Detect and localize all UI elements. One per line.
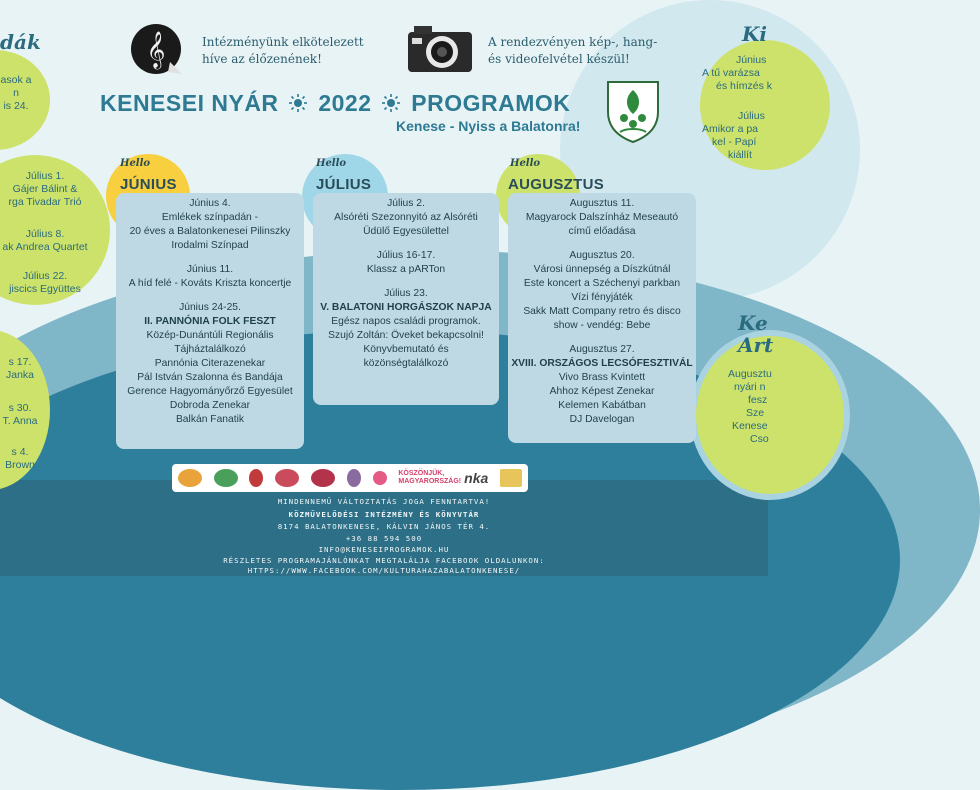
sun-icon xyxy=(382,91,400,109)
event-date: Június 24-25. xyxy=(179,302,241,313)
event-line: Ahhoz Képest Zenekar xyxy=(549,386,655,397)
sponsor-nka: nka xyxy=(464,470,489,486)
event-line: Közép-Dunántúli Regionális xyxy=(146,330,274,341)
event-date: Június 4. xyxy=(189,198,231,209)
month-title-july: JÚLIUS xyxy=(316,176,372,193)
event-line: Irodalmi Színpad xyxy=(171,240,249,251)
page-subtitle: Kenese - Nyiss a Balatonra! xyxy=(396,118,581,134)
left-heading: dák xyxy=(0,30,41,54)
sun-icon xyxy=(289,91,307,109)
left-item-4: Július 22. jiscics Együttes xyxy=(9,270,81,295)
event-block xyxy=(118,301,302,427)
event-block xyxy=(510,343,694,427)
event-line: Magyarock Dalszínház Meseautó xyxy=(525,212,679,223)
footer-address: 8174 BALATONKENESE, KÁLVIN JÁNOS TÉR 4. xyxy=(277,522,491,531)
event-line: Klassz a pARTon xyxy=(366,264,446,275)
event-line: Szujó Zoltán: Öveket bekapcsolni! xyxy=(328,330,484,341)
svg-text:𝄞: 𝄞 xyxy=(146,30,166,68)
event-line: Vízi fényjáték xyxy=(571,292,633,303)
event-line: Este koncert a Széchenyi parkban xyxy=(523,278,681,289)
sponsor-logo-3 xyxy=(249,469,263,487)
sponsor-thanks: KÖSZÖNJÜK, MAGYARORSZÁG! xyxy=(398,470,462,485)
event-line: DJ Davelogan xyxy=(569,414,635,425)
event-line: XVIII. ORSZÁGOS LECSÓFESZTIVÁL xyxy=(511,358,693,369)
event-line: Emlékek színpadán - xyxy=(161,212,259,223)
event-line: Pál István Szalonna és Bandája xyxy=(137,372,283,383)
sponsor-logo-4 xyxy=(275,469,299,487)
event-line: Kelemen Kabátban xyxy=(558,400,646,411)
right-heading-bottom: Ke Art xyxy=(738,311,774,357)
event-line: Könyvbemutató és xyxy=(363,344,449,355)
event-block xyxy=(118,197,302,253)
event-block xyxy=(510,197,694,239)
footer-facebook-note: RÉSZLETES PROGRAMAJÁNLÓNKAT MEGTALÁLJA FACEBOOK OLDALUNKON: xyxy=(223,556,545,565)
event-line: Sakk Matt Company retro és disco xyxy=(523,306,681,317)
month-title-august: AUGUSZTUS xyxy=(508,176,605,193)
event-date: Augusztus 27. xyxy=(569,344,635,355)
footer-email: INFO@KENESEIPROGRAMOK.HU xyxy=(318,545,450,554)
footer-phone: +36 88 594 500 xyxy=(345,534,423,543)
event-line: Tájháztalálkozó xyxy=(174,344,246,355)
hello-july: Hello xyxy=(316,158,347,169)
event-line: V. BALATONI HORGÁSZOK NAPJA xyxy=(320,302,492,313)
event-line: című előadása xyxy=(568,226,636,237)
music-note-sticker-icon xyxy=(130,22,184,76)
coat-of-arms-icon xyxy=(604,78,662,144)
program-panel-august xyxy=(508,193,696,443)
event-line: Pannónia Citerazenekar xyxy=(154,358,266,369)
event-line: 20 éves a Balatonkenesei Pilinszky xyxy=(129,226,291,237)
left-item-3: Július 8. ak Andrea Quartet xyxy=(2,228,88,253)
right-heading-top: Ki xyxy=(742,22,767,46)
left-item-1: asok a n is 24. xyxy=(0,74,32,112)
event-date: Július 23. xyxy=(384,288,428,299)
event-date: Július 2. xyxy=(387,198,425,209)
music-note: Intézményünk elkötelezett híve az élőzenének! xyxy=(202,35,364,66)
right-item-3: Augusztu nyári n fesz Sze Kenese Cso xyxy=(728,368,772,445)
event-date: Július 16-17. xyxy=(376,250,436,261)
event-block xyxy=(510,249,694,333)
event-line: Üdülő Egyesülettel xyxy=(363,226,449,237)
left-item-7: s 4. Brown xyxy=(5,446,35,471)
sponsor-logo-5 xyxy=(311,469,335,487)
footer-institution: KÖZMŰVELŐDÉSI INTÉZMÉNY ÉS KÖNYVTÁR xyxy=(288,510,480,519)
sponsor-logo-6 xyxy=(347,469,361,487)
sponsor-bar xyxy=(172,464,528,492)
footer-disclaimer: MINDENNEMŰ VÁLTOZTATÁS JOGA FENNTARTVA! xyxy=(277,497,491,506)
event-date: Augusztus 11. xyxy=(569,198,635,209)
program-panel-june xyxy=(116,193,304,449)
event-date: Augusztus 20. xyxy=(569,250,635,261)
sponsor-logo-8 xyxy=(500,469,522,487)
program-panel-july xyxy=(313,193,499,405)
sponsor-logo-1 xyxy=(178,469,202,487)
footer-facebook-url: HTTPS://WWW.FACEBOOK.COM/KULTURAHAZABALATONKENESE/ xyxy=(247,566,521,575)
event-line: A híd felé - Kováts Kriszta koncertje xyxy=(128,278,292,289)
left-item-5: s 17. Janka xyxy=(5,356,35,381)
event-line: Alsóréti Szezonnyitó az Alsóréti xyxy=(334,212,478,223)
sponsor-logo-7 xyxy=(373,471,387,485)
event-line: Egész napos családi programok. xyxy=(331,316,481,327)
event-line: Vivo Brass Kvintett xyxy=(558,372,646,383)
event-block xyxy=(118,263,302,291)
right-item-2: Július Amikor a pa kel - Papí kiállít xyxy=(702,110,765,161)
month-title-june: JÚNIUS xyxy=(120,176,177,193)
left-item-6: s 30. T. Anna xyxy=(2,402,38,427)
camera-note: A rendezvényen kép-, hang- és videofelvétel készül! xyxy=(488,35,658,66)
event-line: közönségtalálkozó xyxy=(363,358,449,369)
page-title: KENESEI NYÁR 2022 PROGRAMOK xyxy=(100,90,571,116)
right-item-1: Június A tű varázsa és hímzés k xyxy=(702,54,773,92)
event-line: Városi ünnepség a Díszkútnál xyxy=(533,264,671,275)
left-item-2: Július 1. Gájer Bálint & rga Tivadar Trió xyxy=(8,170,82,208)
event-block xyxy=(315,249,497,277)
event-line: show - vendég: Bebe xyxy=(553,320,651,331)
event-block xyxy=(315,197,497,239)
event-line: Dobroda Zenekar xyxy=(169,400,251,411)
camera-icon xyxy=(404,22,476,76)
event-line: II. PANNÓNIA FOLK FESZT xyxy=(144,316,276,327)
event-line: Balkán Fanatik xyxy=(175,414,245,425)
event-date: Június 11. xyxy=(186,264,234,275)
event-block xyxy=(315,287,497,371)
hello-august: Hello xyxy=(510,158,541,169)
hello-june: Hello xyxy=(120,158,151,169)
event-line: Gerence Hagyományőrző Egyesület xyxy=(127,386,293,397)
sponsor-logo-2 xyxy=(214,469,238,487)
